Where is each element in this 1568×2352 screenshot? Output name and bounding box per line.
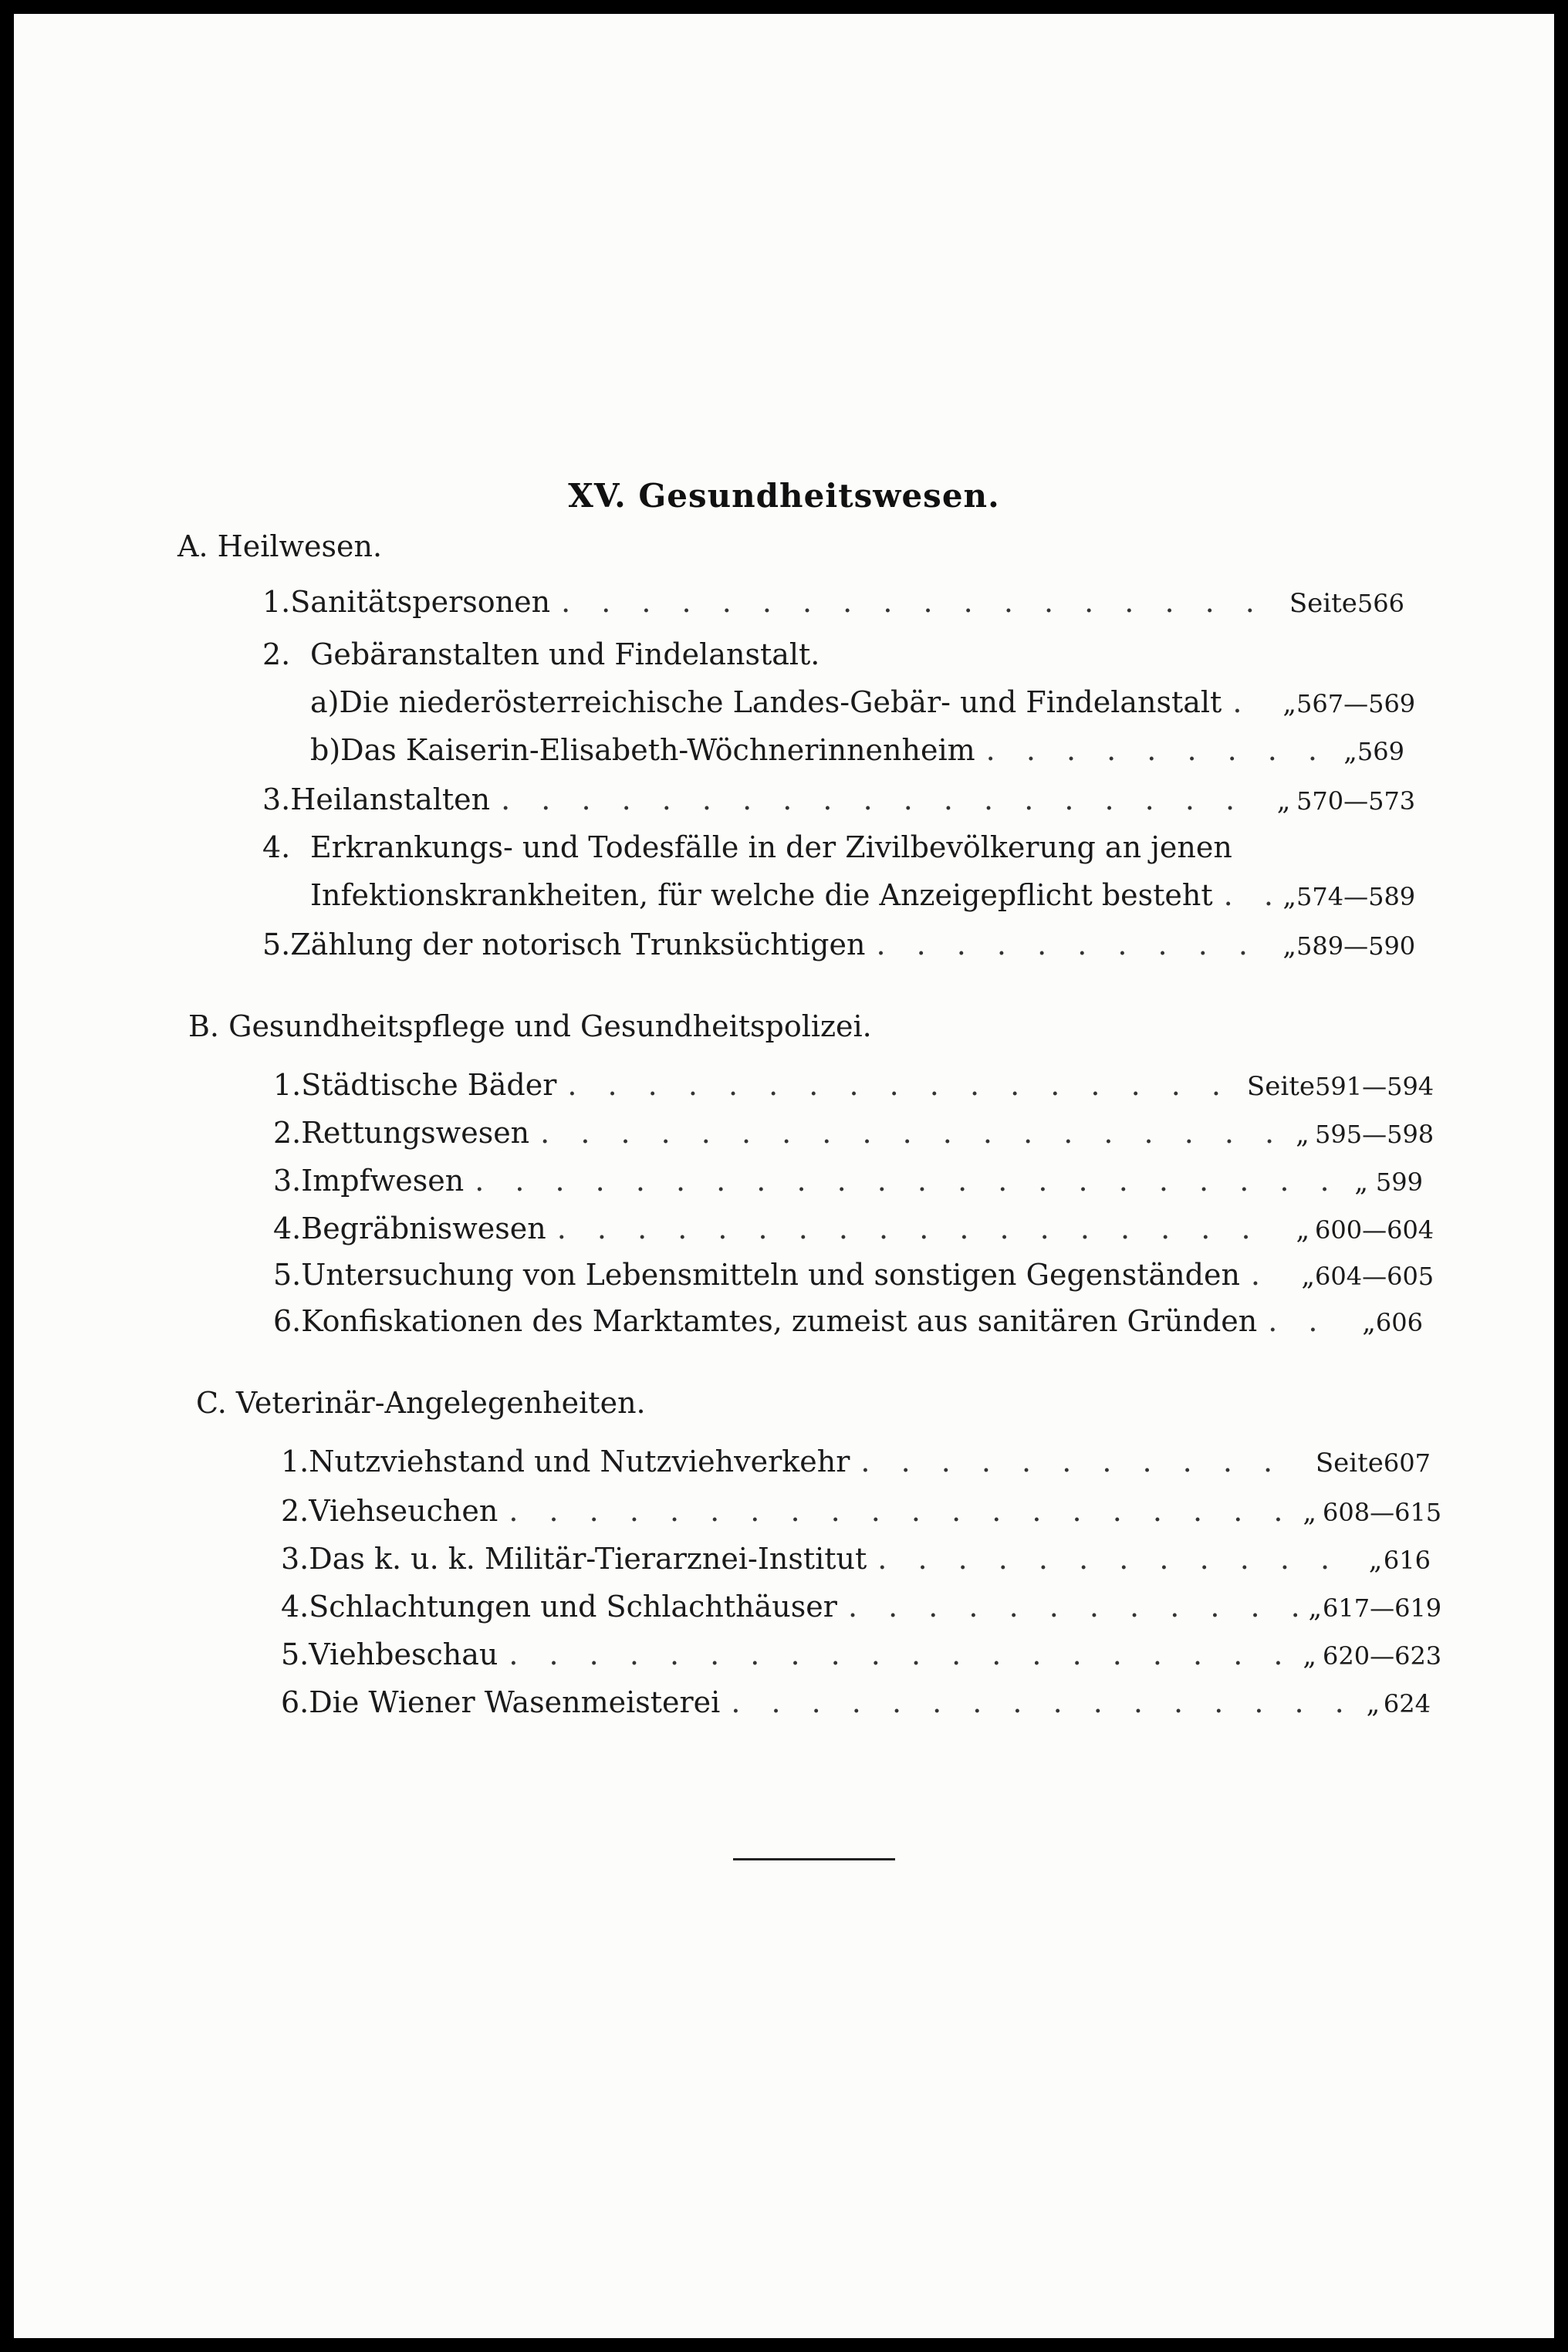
toc-entry	[281, 1685, 1431, 1725]
entry-label: Die Wiener Wasenmeisterei	[309, 1685, 721, 1719]
entry-label: Infektionskrankheiten, für welche die Anzeigepflicht besteht	[310, 878, 1213, 912]
entry-number: 3.	[273, 1164, 302, 1198]
toc-entry	[273, 1211, 1435, 1252]
entry-number: 4.	[273, 1211, 302, 1245]
dot-leader	[876, 928, 1272, 961]
dot-leader	[877, 1542, 1357, 1576]
entry-label: Zählung der notorisch Trunksüchtigen	[290, 928, 866, 961]
page-title: XV. Gesundheitswesen.	[568, 477, 1000, 515]
toc-entry	[262, 928, 1416, 968]
toc-entry	[281, 1494, 1442, 1534]
entry-number: a)	[310, 685, 340, 719]
toc-entry	[281, 1590, 1442, 1630]
section-heading-c: C. Veterinär-Angelegenheiten.	[196, 1386, 646, 1420]
page-numbers: 589—590	[1296, 931, 1416, 961]
page-ref-word: „	[1354, 1167, 1369, 1198]
page-ref-word: „	[1296, 1119, 1309, 1150]
page-numbers: 599	[1375, 1168, 1423, 1197]
entry-number: 1.	[281, 1445, 309, 1478]
toc-entry	[262, 585, 1404, 625]
entry-label: Rettungswesen	[301, 1116, 530, 1150]
page-ref-word: „	[1308, 1593, 1323, 1624]
toc-entry	[262, 830, 1232, 864]
entry-number: 5.	[262, 928, 291, 961]
entry-label: Untersuchung von Lebensmitteln und sonstigen Gegenständen	[301, 1258, 1240, 1292]
dot-leader	[1268, 1304, 1351, 1338]
entry-number: 4.	[262, 830, 291, 864]
page-ref-word: „	[1366, 1688, 1380, 1719]
dot-leader	[540, 1116, 1279, 1150]
toc-entry	[281, 1542, 1431, 1582]
toc-entry	[310, 733, 1404, 773]
page-numbers: 616	[1383, 1546, 1431, 1575]
dot-leader	[567, 1068, 1236, 1102]
page-ref-word: „	[1301, 1261, 1315, 1292]
page-ref-word: „	[1368, 1545, 1383, 1576]
entry-label: Begräbniswesen	[301, 1211, 546, 1245]
entry-label: Gebäranstalten und Findelanstalt.	[310, 637, 820, 671]
entry-label: Sanitätspersonen	[290, 585, 551, 619]
toc-entry	[273, 1258, 1435, 1298]
entry-number: 6.	[281, 1685, 309, 1719]
entry-label: Impfwesen	[301, 1164, 465, 1198]
toc-entry	[273, 1116, 1435, 1156]
entry-label: Die niederösterreichische Landes-Gebär- und Findelanstalt	[339, 685, 1222, 719]
toc-entry	[262, 782, 1416, 823]
page-ref-word: „	[1303, 1497, 1316, 1528]
dot-leader	[848, 1590, 1297, 1624]
entry-label: Heilanstalten	[290, 782, 491, 816]
page-ref-word: „	[1296, 1215, 1310, 1245]
entry-label: Nutzviehstand und Nutzviehverkehr	[309, 1445, 850, 1478]
dot-leader	[860, 1445, 1304, 1478]
page-numbers: 570—573	[1296, 786, 1416, 816]
page-ref-word: Seite	[1289, 588, 1357, 619]
entry-number: 5.	[273, 1258, 302, 1292]
dot-leader	[557, 1211, 1280, 1245]
toc-entry-continuation	[310, 878, 1416, 918]
page-ref-word: „	[1276, 786, 1291, 816]
closing-rule	[733, 1858, 895, 1860]
page-numbers: 620—623	[1323, 1641, 1442, 1671]
section-heading-b: B. Gesundheitspflege und Gesundheitspolizei.	[188, 1009, 872, 1043]
entry-label: Das k. u. k. Militär-Tierarznei-Institut	[309, 1542, 867, 1576]
entry-label: Viehbeschau	[309, 1637, 498, 1671]
page-numbers: 574—589	[1296, 882, 1416, 911]
entry-label: Erkrankungs- und Todesfälle in der Zivilbevölkerung an jenen	[310, 830, 1232, 864]
page-ref-word: „	[1282, 931, 1296, 961]
document-page	[14, 14, 1554, 2338]
entry-label: Viehseuchen	[309, 1494, 498, 1528]
page-ref-word: Seite	[1246, 1071, 1315, 1102]
page-numbers: 617—619	[1323, 1593, 1442, 1623]
page-numbers: 595—598	[1315, 1120, 1435, 1149]
page-numbers: 624	[1383, 1689, 1431, 1718]
entry-number: 2.	[273, 1116, 302, 1150]
dot-leader	[561, 585, 1279, 619]
dot-leader	[1251, 1258, 1290, 1292]
dot-leader	[475, 1164, 1336, 1198]
page-numbers: 569	[1357, 737, 1404, 766]
toc-entry	[262, 637, 819, 671]
page-ref-word: Seite	[1315, 1448, 1384, 1478]
dot-leader	[509, 1637, 1286, 1671]
toc-entry	[273, 1164, 1423, 1204]
page-numbers: 591—594	[1315, 1072, 1435, 1101]
page-numbers: 567—569	[1296, 689, 1416, 718]
dot-leader	[1232, 685, 1272, 719]
page-ref-word: „	[1303, 1641, 1316, 1671]
page-ref-word: „	[1282, 881, 1296, 912]
dot-leader	[986, 733, 1333, 767]
toc-entry	[273, 1304, 1423, 1344]
entry-label: Schlachtungen und Schlachthäuser	[309, 1590, 837, 1624]
dot-leader	[1224, 878, 1272, 912]
toc-entry	[281, 1637, 1442, 1678]
entry-number: 2.	[281, 1494, 309, 1528]
page-numbers: 604—605	[1315, 1262, 1435, 1291]
entry-label: Konfiskationen des Marktamtes, zumeist aus sanitären Gründen	[301, 1304, 1258, 1338]
page-ref-word: „	[1343, 736, 1357, 767]
toc-entry	[273, 1068, 1435, 1108]
dot-leader	[731, 1685, 1352, 1719]
toc-entry	[310, 685, 1416, 725]
page-ref-word: „	[1282, 688, 1296, 719]
entry-number: 4.	[281, 1590, 309, 1624]
section-heading-a: A. Heilwesen.	[177, 529, 383, 563]
entry-number: 1.	[262, 585, 291, 619]
page-numbers: 606	[1375, 1308, 1423, 1337]
toc-entry	[281, 1445, 1431, 1485]
page-numbers: 608—615	[1323, 1498, 1442, 1527]
entry-label: Das Kaiserin-Elisabeth-Wöchnerinnenheim	[340, 733, 975, 767]
entry-number: 6.	[273, 1304, 302, 1338]
page-numbers: 566	[1357, 589, 1404, 618]
page-numbers: 607	[1383, 1448, 1431, 1478]
entry-number: 1.	[273, 1068, 302, 1102]
entry-number: b)	[310, 733, 341, 767]
entry-number: 3.	[262, 782, 291, 816]
page-numbers: 600—604	[1315, 1215, 1435, 1245]
entry-number: 2.	[262, 637, 291, 671]
entry-label: Städtische Bäder	[301, 1068, 557, 1102]
entry-number: 3.	[281, 1542, 309, 1576]
page-ref-word: „	[1362, 1307, 1376, 1338]
entry-number: 5.	[281, 1637, 309, 1671]
dot-leader	[509, 1494, 1286, 1528]
dot-leader	[501, 782, 1260, 816]
